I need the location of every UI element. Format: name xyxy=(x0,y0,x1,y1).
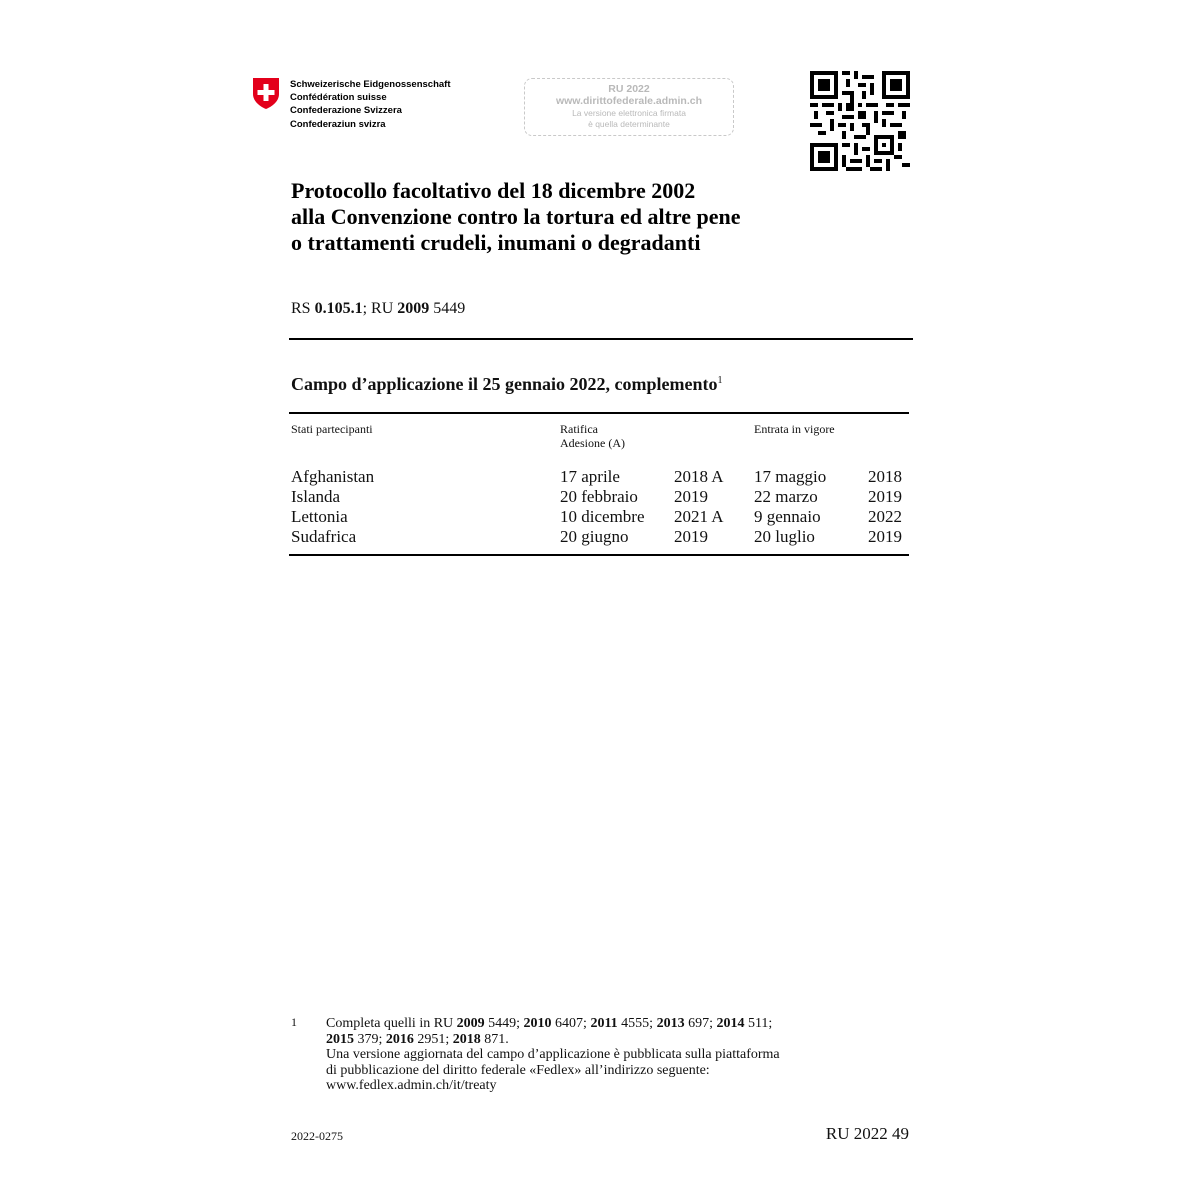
footnote-line-1 xyxy=(326,1016,780,1032)
cell-entry-year: 2022 xyxy=(868,507,902,526)
confederation-names xyxy=(290,78,451,131)
footnote-ru-year: 2011 xyxy=(590,1016,618,1031)
cell-state: Afghanistan xyxy=(291,467,375,486)
confederation-name-rm: Confederaziun svizra xyxy=(290,118,386,130)
footnote-text-segment: 6407; xyxy=(551,1016,591,1031)
footnote-text xyxy=(326,1016,780,1094)
cell-ratification-year: 2018 A xyxy=(674,467,724,486)
footnote-reference: 1 xyxy=(717,375,723,386)
footnote-line-3: Una versione aggiornata del campo d’applicazione è pubblicata sulla piattaforma xyxy=(326,1047,780,1062)
footnote-text-segment: 871. xyxy=(480,1031,509,1047)
stamp-ru-year: RU 2022 xyxy=(608,83,650,95)
cell-ratification-date: 10 dicembre xyxy=(560,507,645,526)
confederation-name-de: Schweizerische Eidgenossenschaft xyxy=(290,79,451,90)
stamp-url: www.dirittofederale.admin.ch xyxy=(555,95,703,107)
footnote-ru-year: 2016 xyxy=(385,1031,414,1047)
table-bottom-rule xyxy=(289,554,909,556)
swiss-crest-icon xyxy=(251,76,281,110)
footnote-ru-year: 2013 xyxy=(656,1016,685,1031)
footnote-text-segment: 697; xyxy=(684,1016,717,1031)
column-header-ratification-line1: Ratifica xyxy=(560,422,598,436)
cell-ratification-year: 2021 A xyxy=(674,507,724,526)
footnote-text-segment: 2951; xyxy=(413,1031,453,1047)
cell-entry-date: 20 luglio xyxy=(754,527,815,546)
ru-year: 2009 xyxy=(397,300,430,317)
footnote-ru-year: 2015 xyxy=(326,1031,354,1047)
cell-state: Sudafrica xyxy=(291,527,357,546)
column-header-ratification xyxy=(560,422,625,450)
ref-separator: ; RU xyxy=(362,300,398,317)
cell-state: Lettonia xyxy=(291,507,348,526)
footnote-text-segment: 511; xyxy=(744,1016,773,1031)
stamp-note-1: La versione elettronica firmata xyxy=(572,108,686,118)
footnote-text-segment: 4555; xyxy=(617,1016,657,1031)
cell-entry-year: 2019 xyxy=(868,487,902,506)
cell-ratification-date: 20 giugno xyxy=(560,527,629,546)
title-line-3: o trattamenti crudeli, inumani o degradanti xyxy=(291,230,701,255)
table-top-rule xyxy=(289,412,909,414)
title-line-2: alla Convenzione contro la tortura ed altre pene xyxy=(291,204,741,229)
footnote-ru-year: 2010 xyxy=(523,1016,552,1031)
footnote-text-segment: Completa quelli in RU xyxy=(326,1016,457,1031)
confederation-name-it: Confederazione Svizzera xyxy=(290,105,402,117)
qr-code-icon xyxy=(810,71,910,171)
column-header-entry-into-force: Entrata in vigore xyxy=(754,422,835,436)
footnote-text-segment: 379; xyxy=(354,1031,386,1047)
confederation-name-fr: Confédération suisse xyxy=(290,92,387,104)
ru-page: 5449 xyxy=(429,300,466,317)
footnote-link-fedlex[interactable]: www.fedlex.admin.ch/it/treaty xyxy=(326,1078,497,1093)
footnote-number: 1 xyxy=(291,1015,297,1029)
cell-entry-date: 9 gennaio xyxy=(754,507,821,526)
footnote-text-segment: 5449; xyxy=(484,1016,524,1031)
footnote-ru-year: 2009 xyxy=(456,1016,485,1031)
electronic-version-stamp xyxy=(524,78,734,136)
page-reference: RU 2022 49 xyxy=(825,1124,909,1143)
rs-number: 0.105.1 xyxy=(314,300,363,317)
footnote-ru-year: 2018 xyxy=(452,1031,481,1047)
column-header-ratification-line2: Adesione (A) xyxy=(560,436,625,450)
section-title xyxy=(291,374,723,395)
cell-ratification-date: 20 febbraio xyxy=(560,487,638,506)
cell-entry-year: 2019 xyxy=(868,527,902,546)
column-header-states: Stati partecipanti xyxy=(291,422,373,436)
cell-entry-date: 22 marzo xyxy=(754,487,818,506)
cell-entry-year: 2018 xyxy=(868,467,902,486)
document-number: 2022-0275 xyxy=(291,1129,343,1143)
document-title xyxy=(291,178,741,256)
cell-entry-date: 17 maggio xyxy=(754,467,827,486)
cell-ratification-year: 2019 xyxy=(674,527,708,546)
stamp-note-2: è quella determinante xyxy=(588,119,670,129)
cell-ratification-date: 17 aprile xyxy=(560,467,620,486)
footnote-line-2 xyxy=(326,1032,780,1048)
section-title-text: Campo d’applicazione il 25 gennaio 2022, complemento xyxy=(291,374,718,394)
footnote-ru-year: 2014 xyxy=(716,1016,745,1031)
rs-label: RS xyxy=(291,300,315,317)
cell-state: Islanda xyxy=(291,487,341,506)
cell-ratification-year: 2019 xyxy=(674,487,708,506)
systematic-reference xyxy=(291,300,465,318)
title-line-1: Protocollo facoltativo del 18 dicembre 2002 xyxy=(291,178,696,203)
header-divider xyxy=(289,338,913,340)
footnote-line-4: di pubblicazione del diritto federale «Fedlex» all’indirizzo seguente: xyxy=(326,1062,710,1078)
